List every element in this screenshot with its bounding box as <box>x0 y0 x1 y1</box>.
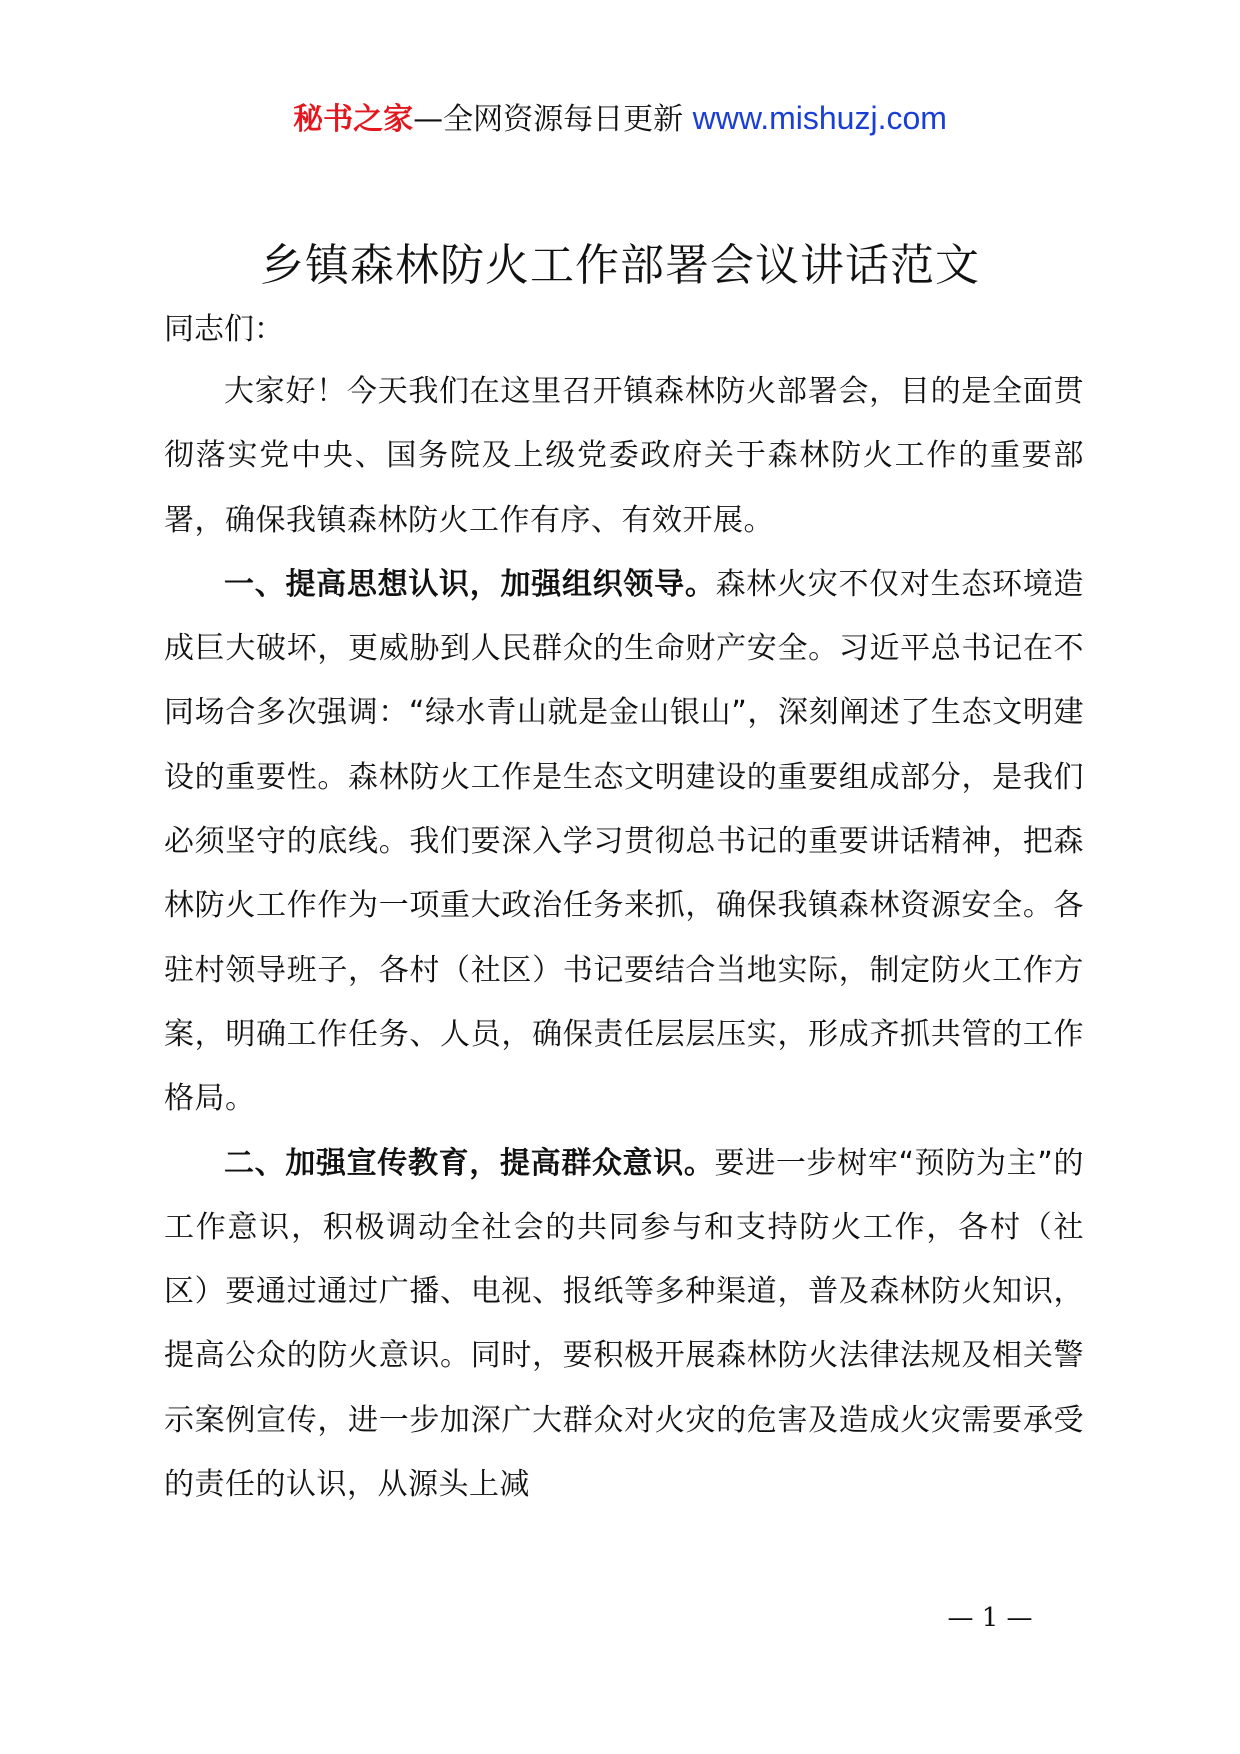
paragraph-text: 大家好！今天我们在这里召开镇森林防火部署会，目的是全面贯彻落实党中央、国务院及上级党委政府关于森林防火工作的重要部署，确保我镇森林防火工作有序、有效开展。 <box>164 374 1084 538</box>
paragraph-section-two <box>164 1132 1084 1518</box>
paragraph-opening <box>164 360 1084 553</box>
paragraph-section-one <box>164 553 1084 1132</box>
section-heading: 二、加强宣传教育，提高群众意识。 <box>224 1145 715 1181</box>
paragraph-text: 森林火灾不仅对生态环境造成巨大破坏，更威胁到人民群众的生命财产安全。习近平总书记在不同场合多次强调：“绿水青山就是金山银山”，深刻阐述了生态文明建设的重要性。森林防火工作是生态文明建设的重要组成部分，是我们必须坚守的底线。我们要深入学习贯彻总书记的重要讲话精神，把森林防火工作作为一项重大政治任务来抓，确保我镇森林资源安全。各驻村领导班子，各村（社区）书记要结合当地实际，制定防火工作方案，明确工作任务、人员，确保责任层层压实，形成齐抓共管的工作格局。 <box>164 566 1085 1117</box>
site-banner <box>0 98 1240 140</box>
document-title: 乡镇森林防火工作部署会议讲话范文 <box>260 240 980 291</box>
document-body <box>164 300 1084 1517</box>
section-heading: 一、提高思想认识，加强组织领导。 <box>224 566 716 602</box>
brand-slogan: —全网资源每日更新 <box>413 102 684 137</box>
page-number: — 1 — <box>947 1603 1033 1633</box>
salutation: 同志们： <box>164 312 284 347</box>
paragraph-text: 要进一步树牢“预防为主”的工作意识，积极调动全社会的共同参与和支持防火工作，各村（社区）要通过通过广播、电视、报纸等多种渠道，普及森林防火知识，提高公众的防火意识。同时，要积极开展森林防火法律法规及相关警示案例宣传，进一步加深广大群众对火灾的危害及造成火灾需要承受的责任的认识，从源头上减 <box>164 1145 1085 1503</box>
site-url-link[interactable]: www.mishuzj.com <box>692 100 947 136</box>
brand-name: 秘书之家 <box>293 102 414 137</box>
